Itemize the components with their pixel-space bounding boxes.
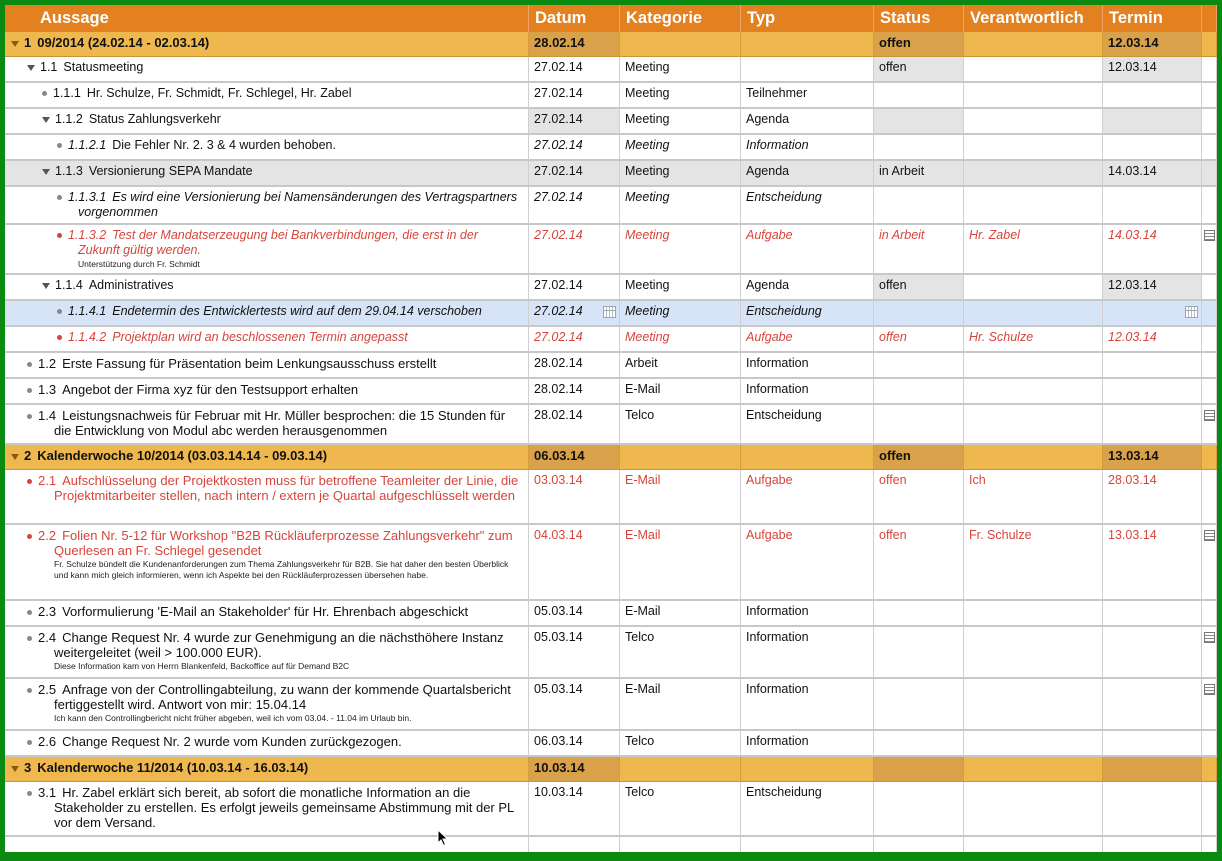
cell-termin[interactable]: 13.03.14 <box>1103 445 1202 470</box>
disclosure-triangle-icon[interactable] <box>42 169 50 175</box>
col-header-termin[interactable]: Termin <box>1103 5 1202 32</box>
row-number: 2.4 <box>38 630 57 645</box>
row-number: 1.1.3 <box>55 164 83 178</box>
row-number: 1.1.4 <box>55 278 83 292</box>
cell-datum[interactable]: 28.02.14 <box>529 353 620 378</box>
row-number: 1.2 <box>38 356 57 371</box>
cell-termin[interactable] <box>1103 379 1202 404</box>
row-note: Ich kann den Controllingbericht nicht früher abgeben, weil ich vom 03.04. - 11.04 im Urlaub bin. <box>54 713 412 723</box>
bullet-icon <box>57 309 62 314</box>
row-text[interactable]: Statusmeeting <box>63 60 144 74</box>
cell-datum[interactable]: 27.02.14 <box>529 327 620 352</box>
row-text[interactable]: Aufschlüsselung der Projektkosten muss für betroffene Teamleiter der Linie, die Projektmitarbeiter stellen, nach intern / extern je Quartal aufgeschlüsselt werden <box>54 473 519 503</box>
row-number: 1.1.1 <box>53 86 81 100</box>
table-row[interactable] <box>5 679 1217 731</box>
row-text[interactable]: Vorformulierung 'E-Mail an Stakeholder' für Hr. Ehrenbach abgeschickt <box>62 604 469 619</box>
table-row[interactable] <box>5 187 1217 225</box>
row-number: 2.6 <box>38 734 57 749</box>
cell-datum[interactable]: 28.02.14 <box>529 379 620 404</box>
cell-kategorie[interactable] <box>620 757 741 782</box>
table-row[interactable] <box>5 225 1217 275</box>
bullet-icon <box>57 195 62 200</box>
table-row[interactable] <box>5 109 1217 135</box>
cell-datum[interactable]: 27.02.14 <box>529 187 620 224</box>
row-text[interactable]: Leistungsnachweis für Februar mit Hr. Müller besprochen: die 15 Stunden für die Entwicklung von Modul abc werden herausgenommen <box>54 408 506 438</box>
cell-termin[interactable] <box>1103 109 1202 134</box>
cell-typ[interactable]: Entscheidung <box>741 782 874 836</box>
col-header-aussage[interactable]: Aussage <box>5 5 529 32</box>
cell-verantwortlich[interactable] <box>964 757 1103 782</box>
cell-kategorie[interactable]: Meeting <box>620 275 741 300</box>
cell-verantwortlich[interactable] <box>964 782 1103 836</box>
note-icon[interactable] <box>1204 530 1215 541</box>
note-icon[interactable] <box>1204 684 1215 695</box>
col-header-verantwortlich[interactable]: Verantwortlich <box>964 5 1103 32</box>
cell-status[interactable]: offen <box>874 32 964 57</box>
col-header-datum[interactable]: Datum <box>529 5 620 32</box>
cell-typ[interactable] <box>741 57 874 82</box>
cell-typ[interactable]: Agenda <box>741 109 874 134</box>
cell-typ[interactable]: Information <box>741 601 874 626</box>
cell-typ[interactable]: Aufgabe <box>741 525 874 600</box>
cell-datum[interactable]: 10.03.14 <box>529 782 620 836</box>
cell-verantwortlich[interactable]: Hr. Schulze <box>964 327 1103 352</box>
cell-verantwortlich[interactable] <box>964 275 1103 300</box>
cell-status[interactable] <box>874 679 964 730</box>
cell-status[interactable]: offen <box>874 57 964 82</box>
cell-status[interactable] <box>874 627 964 678</box>
cell-datum[interactable]: 06.03.14 <box>529 445 620 470</box>
cell-status[interactable] <box>874 782 964 836</box>
cell-status[interactable] <box>874 187 964 224</box>
table-row[interactable] <box>5 353 1217 379</box>
cell-status[interactable]: offen <box>874 327 964 352</box>
table-row[interactable] <box>5 327 1217 353</box>
bullet-icon <box>27 740 32 745</box>
cell-datum[interactable]: 27.02.14 <box>534 304 583 318</box>
table-row[interactable] <box>5 470 1217 525</box>
cell-kategorie[interactable]: Meeting <box>620 83 741 108</box>
cell-status[interactable] <box>874 353 964 378</box>
cell-typ[interactable]: Entscheidung <box>741 187 874 224</box>
row-number: 1.1.2 <box>55 112 83 126</box>
row-text[interactable]: Es wird eine Versionierung bei Namensänderungen des Vertragspartners vorgenommen <box>78 190 518 219</box>
cell-typ[interactable] <box>741 445 874 470</box>
cell-typ[interactable]: Information <box>741 731 874 756</box>
cell-status[interactable] <box>874 379 964 404</box>
row-text[interactable]: Endetermin des Entwicklertests wird auf dem 29.04.14 verschoben <box>112 304 482 318</box>
note-icon[interactable] <box>1204 230 1215 241</box>
table-row[interactable] <box>5 379 1217 405</box>
cell-verantwortlich[interactable] <box>964 731 1103 756</box>
bullet-icon <box>27 791 32 796</box>
table-row[interactable] <box>5 275 1217 301</box>
cell-termin[interactable] <box>1103 731 1202 756</box>
row-note: Diese Information kam von Herrn Blankenfeld, Backoffice auf für Demand B2C <box>54 661 350 671</box>
row-text[interactable]: 09/2014 (24.02.14 - 02.03.14) <box>37 35 210 50</box>
row-number: 1.1.3.1 <box>68 190 107 204</box>
cell-status[interactable]: in Arbeit <box>874 225 964 274</box>
bullet-icon <box>27 388 32 393</box>
cell-termin[interactable] <box>1103 83 1202 108</box>
cell-termin[interactable]: 12.03.14 <box>1103 327 1202 352</box>
disclosure-triangle-icon[interactable] <box>27 65 35 71</box>
disclosure-triangle-icon[interactable] <box>11 454 19 460</box>
cell-kategorie[interactable]: E-Mail <box>620 470 741 524</box>
section-row[interactable] <box>5 757 1217 782</box>
cell-typ[interactable]: Entscheidung <box>741 405 874 444</box>
cell-verantwortlich[interactable] <box>964 627 1103 678</box>
cell-kategorie[interactable] <box>620 32 741 57</box>
cell-kategorie[interactable]: Telco <box>620 627 741 678</box>
disclosure-triangle-icon[interactable] <box>11 41 19 47</box>
cell-status[interactable] <box>874 405 964 444</box>
row-text[interactable]: Anfrage von der Controllingabteilung, zu wann der kommende Quartalsbericht fertiggestellt wird. Antwort von mir: 15.04.14 <box>54 682 511 712</box>
cell-kategorie[interactable]: Telco <box>620 782 741 836</box>
row-text[interactable]: Change Request Nr. 4 wurde zur Genehmigung an die nächsthöhere Instanz weitergeleitet (weil > 100.000 EUR). <box>54 630 504 660</box>
cell-datum[interactable]: 27.02.14 <box>529 275 620 300</box>
bullet-icon <box>27 610 32 615</box>
row-text[interactable]: Test der Mandatserzeugung bei Bankverbindungen, die erst in der Zukunft gültig werden. <box>78 228 478 257</box>
table-row[interactable] <box>5 525 1217 601</box>
row-text[interactable]: Kalenderwoche 11/2014 (10.03.14 - 16.03.14) <box>37 760 309 775</box>
row-number: 2.2 <box>38 528 57 543</box>
cell-datum[interactable]: 27.02.14 <box>529 109 620 134</box>
row-text[interactable]: Erste Fassung für Präsentation beim Lenkungsausschuss erstellt <box>62 356 437 371</box>
cell-termin[interactable]: 14.03.14 <box>1103 225 1202 274</box>
cell-typ[interactable]: Teilnehmer <box>741 83 874 108</box>
table-row-selected[interactable] <box>5 301 1217 327</box>
empty-area[interactable] <box>5 837 1217 852</box>
note-icon[interactable] <box>1204 410 1215 421</box>
column-header-row <box>5 5 1217 32</box>
cell-termin[interactable] <box>1103 782 1202 836</box>
cell-typ[interactable]: Entscheidung <box>741 301 874 326</box>
row-number: 1.1 <box>40 60 58 74</box>
col-header-status[interactable]: Status <box>874 5 964 32</box>
cell-typ[interactable]: Aufgabe <box>741 470 874 524</box>
cell-datum[interactable]: 28.02.14 <box>529 405 620 444</box>
row-text[interactable]: Angebot der Firma xyz für den Testsupport erhalten <box>62 382 359 397</box>
row-number: 2.3 <box>38 604 57 619</box>
row-number: 2 <box>24 448 32 463</box>
cell-verantwortlich[interactable] <box>964 405 1103 444</box>
cell-datum[interactable]: 10.03.14 <box>529 757 620 782</box>
cell-status[interactable] <box>874 135 964 160</box>
cell-termin[interactable] <box>1103 757 1202 782</box>
mouse-cursor-icon <box>437 829 449 847</box>
cell-termin[interactable] <box>1103 135 1202 160</box>
cell-kategorie[interactable]: Meeting <box>620 161 741 186</box>
cell-kategorie[interactable]: E-Mail <box>620 601 741 626</box>
cell-termin[interactable]: 12.03.14 <box>1103 275 1202 300</box>
table-row[interactable] <box>5 731 1217 757</box>
cell-termin[interactable] <box>1103 627 1202 678</box>
cell-kategorie[interactable]: Meeting <box>620 301 741 326</box>
cell-typ[interactable]: Information <box>741 353 874 378</box>
cell-datum[interactable]: 05.03.14 <box>529 679 620 730</box>
cell-kategorie[interactable] <box>620 445 741 470</box>
cell-verantwortlich[interactable] <box>964 83 1103 108</box>
cell-status[interactable]: offen <box>874 275 964 300</box>
row-number: 1.4 <box>38 408 57 423</box>
cell-typ[interactable]: Information <box>741 379 874 404</box>
cell-kategorie[interactable]: Meeting <box>620 225 741 274</box>
cell-termin[interactable] <box>1103 601 1202 626</box>
cell-kategorie[interactable]: E-Mail <box>620 679 741 730</box>
cell-datum[interactable]: 28.02.14 <box>529 32 620 57</box>
cell-verantwortlich[interactable] <box>964 301 1103 326</box>
table-row[interactable] <box>5 782 1217 837</box>
bullet-icon <box>27 688 32 693</box>
cell-kategorie[interactable]: Meeting <box>620 327 741 352</box>
bullet-icon <box>27 636 32 641</box>
cell-verantwortlich[interactable] <box>964 32 1103 57</box>
cell-datum[interactable]: 27.02.14 <box>529 57 620 82</box>
cell-datum[interactable]: 03.03.14 <box>529 470 620 524</box>
row-text[interactable]: Projektplan wird an beschlossenen Termin angepasst <box>112 330 408 344</box>
cell-typ[interactable]: Aufgabe <box>741 327 874 352</box>
disclosure-triangle-icon[interactable] <box>42 283 50 289</box>
cell-typ[interactable]: Information <box>741 135 874 160</box>
row-text[interactable]: Folien Nr. 5-12 für Workshop "B2B Rückläuferprozesse Zahlungsverkehr" zum Querlesen an Fr. Schlegel gesendet <box>54 528 513 558</box>
row-number: 2.5 <box>38 682 57 697</box>
calendar-icon[interactable] <box>1185 306 1198 318</box>
cell-termin[interactable] <box>1103 187 1202 224</box>
cell-termin[interactable]: 28.03.14 <box>1103 470 1202 524</box>
col-header-extra <box>1202 5 1217 32</box>
cell-datum[interactable]: 04.03.14 <box>529 525 620 600</box>
cell-verantwortlich[interactable]: Fr. Schulze <box>964 525 1103 600</box>
row-number: 1.3 <box>38 382 57 397</box>
cell-kategorie[interactable]: Meeting <box>620 135 741 160</box>
cell-status[interactable]: offen <box>874 445 964 470</box>
col-header-typ[interactable]: Typ <box>741 5 874 32</box>
row-number: 1.1.2.1 <box>68 138 107 152</box>
row-text[interactable]: Hr. Zabel erklärt sich bereit, ab sofort die monatliche Information an die Stakeholder zu erstellen. Es erfolgt jeweils gemeinsame Abstimmung mit der PL vor dem Versand. <box>54 785 514 830</box>
cell-termin[interactable] <box>1103 405 1202 444</box>
cell-verantwortlich[interactable] <box>964 679 1103 730</box>
table-row[interactable] <box>5 161 1217 187</box>
cell-datum[interactable]: 27.02.14 <box>529 83 620 108</box>
cell-verantwortlich[interactable] <box>964 379 1103 404</box>
row-number: 1.1.3.2 <box>68 228 107 242</box>
cell-termin[interactable]: 12.03.14 <box>1103 32 1202 57</box>
table-row[interactable] <box>5 83 1217 109</box>
section-row[interactable] <box>5 445 1217 470</box>
row-number: 1.1.4.1 <box>68 304 107 318</box>
cell-termin[interactable] <box>1103 353 1202 378</box>
col-header-kategorie[interactable]: Kategorie <box>620 5 741 32</box>
cell-status[interactable] <box>874 731 964 756</box>
cell-datum[interactable]: 05.03.14 <box>529 627 620 678</box>
cell-verantwortlich[interactable] <box>964 135 1103 160</box>
cell-datum[interactable]: 06.03.14 <box>529 731 620 756</box>
bullet-icon <box>27 534 32 539</box>
cell-kategorie[interactable]: Meeting <box>620 187 741 224</box>
cell-typ[interactable] <box>741 757 874 782</box>
disclosure-triangle-icon[interactable] <box>11 766 19 772</box>
cell-datum[interactable]: 27.02.14 <box>529 135 620 160</box>
cell-status[interactable] <box>874 109 964 134</box>
table-row[interactable] <box>5 57 1217 83</box>
cell-datum[interactable]: 27.02.14 <box>529 225 620 274</box>
row-number: 3.1 <box>38 785 57 800</box>
cell-datum[interactable]: 05.03.14 <box>529 601 620 626</box>
table-row[interactable] <box>5 601 1217 627</box>
calendar-icon[interactable] <box>603 306 616 318</box>
table-row[interactable] <box>5 405 1217 445</box>
cell-kategorie[interactable]: Arbeit <box>620 353 741 378</box>
bullet-icon <box>27 479 32 484</box>
bullet-icon <box>57 233 62 238</box>
cell-verantwortlich[interactable] <box>964 601 1103 626</box>
cell-verantwortlich[interactable] <box>964 109 1103 134</box>
bullet-icon <box>42 91 47 96</box>
row-number: 2.1 <box>38 473 57 488</box>
bullet-icon <box>27 362 32 367</box>
outline-window <box>5 5 1217 852</box>
cell-status[interactable] <box>874 83 964 108</box>
cell-verantwortlich[interactable] <box>964 187 1103 224</box>
cell-typ[interactable]: Agenda <box>741 275 874 300</box>
section-row[interactable] <box>5 32 1217 57</box>
cell-kategorie[interactable]: E-Mail <box>620 379 741 404</box>
row-text[interactable]: Status Zahlungsverkehr <box>88 112 221 126</box>
cell-verantwortlich[interactable] <box>964 445 1103 470</box>
row-number: 3 <box>24 760 32 775</box>
cell-termin[interactable] <box>1103 679 1202 730</box>
note-icon[interactable] <box>1204 632 1215 643</box>
cell-typ[interactable]: Information <box>741 627 874 678</box>
cell-datum[interactable]: 27.02.14 <box>529 161 620 186</box>
row-text[interactable]: Change Request Nr. 2 wurde vom Kunden zurückgezogen. <box>62 734 402 749</box>
cell-typ[interactable] <box>741 32 874 57</box>
cell-typ[interactable]: Agenda <box>741 161 874 186</box>
cell-termin[interactable]: 13.03.14 <box>1103 525 1202 600</box>
cell-verantwortlich[interactable]: Ich <box>964 470 1103 524</box>
row-number: 1.1.4.2 <box>68 330 107 344</box>
cell-status[interactable]: offen <box>874 525 964 600</box>
row-note: Fr. Schulze bündelt die Kundenanforderungen zum Thema Zahlungsverkehr für B2B. Sie hat daher den besten Überblick und kann mich gleich informieren, wenn ich Aspekte bei den Rückläuferprozessen übersehen habe. <box>54 559 509 580</box>
row-note: Unterstützung durch Fr. Schmidt <box>78 259 200 269</box>
cell-verantwortlich[interactable]: Hr. Zabel <box>964 225 1103 274</box>
cell-kategorie[interactable]: Telco <box>620 405 741 444</box>
cell-verantwortlich[interactable] <box>964 161 1103 186</box>
cell-status[interactable] <box>874 757 964 782</box>
cell-typ[interactable]: Information <box>741 679 874 730</box>
cell-kategorie[interactable]: Telco <box>620 731 741 756</box>
row-text[interactable]: Versionierung SEPA Mandate <box>88 164 253 178</box>
cell-status[interactable]: in Arbeit <box>874 161 964 186</box>
bullet-icon <box>57 143 62 148</box>
cell-verantwortlich[interactable] <box>964 57 1103 82</box>
cell-termin[interactable]: 12.03.14 <box>1103 57 1202 82</box>
cell-status[interactable] <box>874 301 964 326</box>
row-text[interactable]: Kalenderwoche 10/2014 (03.03.14.14 - 09.03.14) <box>37 448 328 463</box>
cell-termin[interactable]: 14.03.14 <box>1103 161 1202 186</box>
row-text[interactable]: Hr. Schulze, Fr. Schmidt, Fr. Schlegel, Hr. Zabel <box>86 86 352 100</box>
cell-kategorie[interactable]: Meeting <box>620 109 741 134</box>
bullet-icon <box>27 414 32 419</box>
cell-status[interactable] <box>874 601 964 626</box>
cell-verantwortlich[interactable] <box>964 353 1103 378</box>
cell-status[interactable]: offen <box>874 470 964 524</box>
cell-typ[interactable]: Aufgabe <box>741 225 874 274</box>
cell-kategorie[interactable]: E-Mail <box>620 525 741 600</box>
row-number: 1 <box>24 35 32 50</box>
bullet-icon <box>57 335 62 340</box>
row-text[interactable]: Die Fehler Nr. 2. 3 & 4 wurden behoben. <box>112 138 336 152</box>
row-text[interactable]: Administratives <box>88 278 174 292</box>
cell-kategorie[interactable]: Meeting <box>620 57 741 82</box>
disclosure-triangle-icon[interactable] <box>42 117 50 123</box>
table-row[interactable] <box>5 135 1217 161</box>
table-row[interactable] <box>5 627 1217 679</box>
